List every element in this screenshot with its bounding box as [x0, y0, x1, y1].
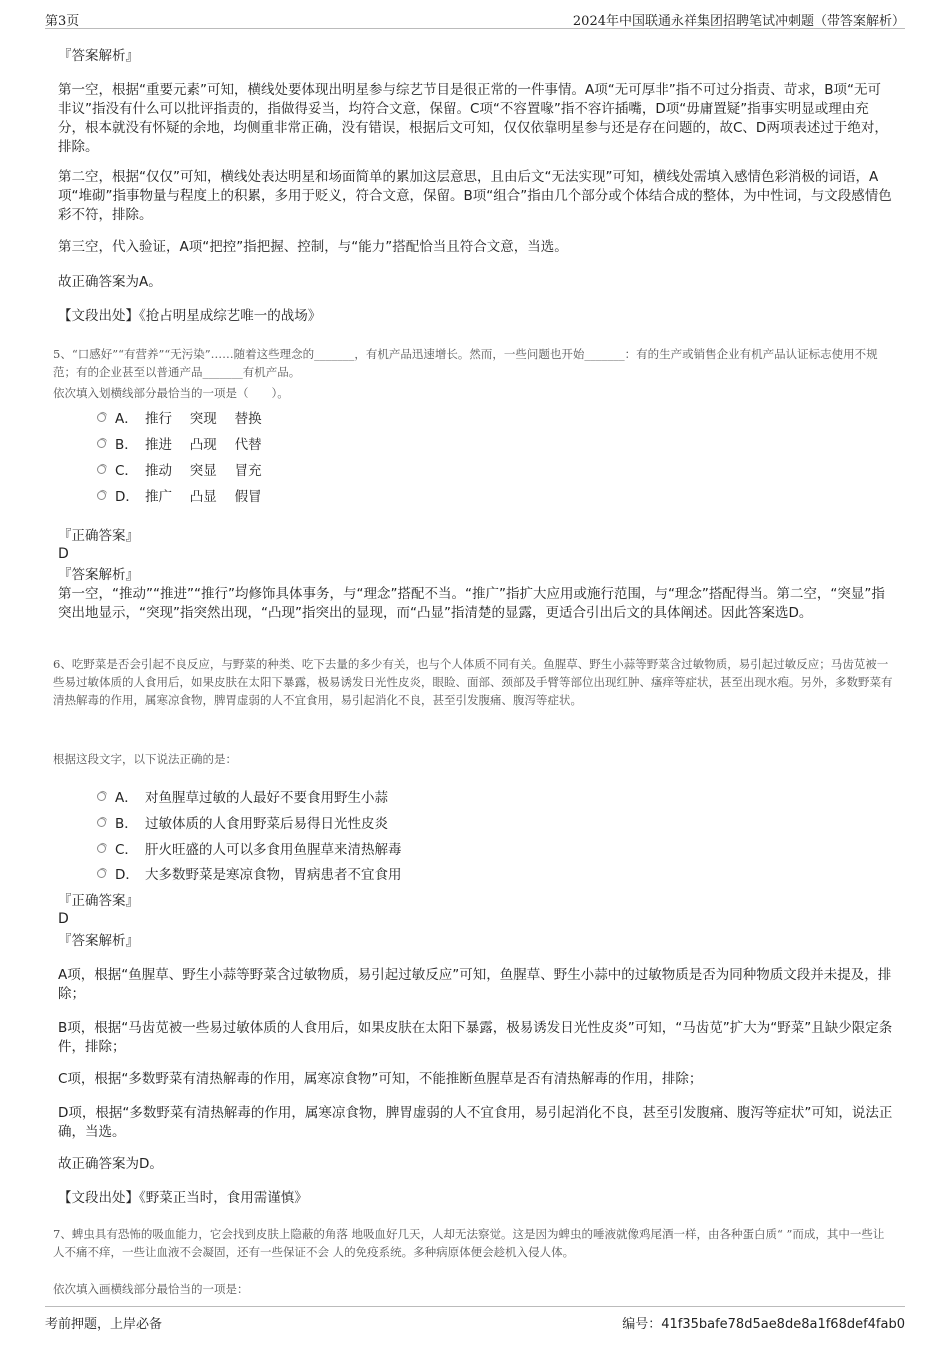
- radio-icon[interactable]: [97, 439, 106, 448]
- q6-analysis-d: D项，根据“多数野菜有清热解毒的作用，属寒凉食物，脾胃虚弱的人不宜食用，易引起消化不良，甚至引发腹痛、腹泻等症状”可知，说法正确，当选。: [58, 1105, 893, 1140]
- radio-icon[interactable]: [97, 465, 106, 474]
- q6-analysis-a: A项，根据“鱼腥草、野生小蒜等野菜含过敏物质，易引起过敏反应”可知，鱼腥草、野生小蒜中的过敏物质是否为同种物质文段并未提及，排除；: [58, 967, 892, 1002]
- q6-correct-label: 『正确答案』: [58, 893, 139, 909]
- q5-analysis-label: 『答案解析』: [58, 567, 139, 583]
- q5-analysis: 第一空，“推动”“推进”“推行”均修饰具体事务，与“理念”搭配不当。“推广”指扩大应用或施行范围，与“理念”搭配得当。第二空，“突显”指突出地显示，“突现”指突然出现，“凸现”指突出的显现，而“凸显”指清楚的显露，更适合引出后文的具体阐述。因此答案选D。: [58, 586, 885, 621]
- q5-prompt: 依次填入划横线部分最恰当的一项是（ ）。: [53, 386, 289, 400]
- q6-stem: 6、吃野菜是否会引起不良反应，与野菜的种类、吃下去量的多少有关，也与个人体质不同有关。鱼腥草、野生小蒜等野菜含过敏物质，易引起过敏反应；马齿苋被一些易过敏体质的人食用后，如果皮肤在太阳下暴露，极易诱发日光性皮炎，眼睑、面部、颈部及手臂等部位出现红肿、瘙痒等症状，甚至出现水疱。另外，多数野菜有清热解毒的作用，属寒凉食物，脾胃虚弱的人不宜食用，易引起消化不良，甚至引发腹痛、腹泻等症状。: [53, 657, 893, 707]
- document-title: 2024年中国联通永祥集团招聘笔试冲刺题（带答案解析）: [572, 14, 905, 29]
- page-number: 第3页: [45, 14, 80, 29]
- radio-icon[interactable]: [97, 413, 106, 422]
- q4-analysis-para1: 第一空，根据“重要元素”可知，横线处要体现出明星参与综艺节目是很正常的一件事情。A项“无可厚非”指不可过分指责、苛求，B项“无可非议”指没有什么可以批评指责的，指做得妥当，均符合文意，保留。C项“不容置喙”指不容许插嘴，D项“毋庸置疑”指事实明显或理由充分，根本就没有怀疑的余地，均侧重非常正确，没有错误，根据后文可知，仅仅依靠明星参与还是存在问题的，故C、D两项表述过于绝对，排除。: [58, 82, 888, 155]
- q5-correct-value: D: [58, 546, 69, 562]
- q6-analysis-c: C项，根据“多数野菜有清热解毒的作用，属寒凉食物”可知，不能推断鱼腥草是否有清热解毒的作用，排除；: [58, 1071, 703, 1087]
- page-header: [45, 6, 905, 29]
- radio-icon[interactable]: [97, 869, 106, 878]
- q7-stem: 7、蜱虫具有恐怖的吸血能力，它会找到皮肤上隐蔽的角落 地吸血好几天，人却无法察觉。这是因为蜱虫的唾液就像鸡尾酒一样，由各种蛋白质“ ”而成，其中一些让人不痛不痒，一些让血液不会凝固，还有一些保证不会 人的免疫系统。多种病原体便会趁机入侵人体。: [53, 1227, 885, 1259]
- q6-correct-value: D: [58, 911, 69, 927]
- q5-correct-label: 『正确答案』: [58, 528, 139, 544]
- q4-analysis-label: 『答案解析』: [58, 48, 139, 64]
- q4-analysis-para3: 第三空，代入验证，A项“把控”指把握、控制，与“能力”搭配恰当且符合文意，当选。: [58, 239, 568, 255]
- footer-slogan: 考前押题，上岸必备: [45, 1317, 163, 1332]
- radio-icon[interactable]: [97, 792, 106, 801]
- radio-icon[interactable]: [97, 818, 106, 827]
- q6-analysis-label: 『答案解析』: [58, 933, 139, 949]
- radio-icon[interactable]: [97, 491, 106, 500]
- q5-stem: 5、“口感好”“有营养”“无污染”……随着这些理念的_______，有机产品迅速增长。然而，一些问题也开始_______：有的生产或销售企业有机产品认证标志使用不规范；有的企业甚至以普通产品_______有机产品。: [53, 347, 878, 379]
- page-footer: [45, 1306, 905, 1332]
- q4-analysis-para2: 第二空，根据“仅仅”可知，横线处表达明星和场面简单的累加这层意思，且由后文“无法实现”可知，横线处需填入感情色彩消极的词语，A项“堆砌”指事物量与程度上的积累，多用于贬义，符合文意，保留。B项“组合”指由几个部分或个体结合成的整体，为中性词，与文段感情色彩不符，排除。: [58, 169, 892, 223]
- q7-prompt: 依次填入画横线部分最恰当的一项是：: [53, 1282, 249, 1296]
- q6-analysis-b: B项，根据“马齿苋被一些易过敏体质的人食用后，如果皮肤在太阳下暴露，极易诱发日光性皮炎”可知，“马齿苋”扩大为“野菜”且缺少限定条件，排除；: [58, 1020, 893, 1055]
- q6-source: 【文段出处】《野菜正当时，食用需谨慎》: [58, 1190, 308, 1206]
- q6-prompt: 根据这段文字，以下说法正确的是：: [53, 752, 237, 766]
- q4-source: 【文段出处】《抢占明星成综艺唯一的战场》: [58, 308, 322, 324]
- document-code: 编号：41f35bafe78d5ae8de8a1f68def4fab0: [622, 1317, 905, 1332]
- q6-conclusion: 故正确答案为D。: [58, 1156, 163, 1172]
- radio-icon[interactable]: [97, 844, 106, 853]
- q4-conclusion: 故正确答案为A。: [58, 274, 162, 290]
